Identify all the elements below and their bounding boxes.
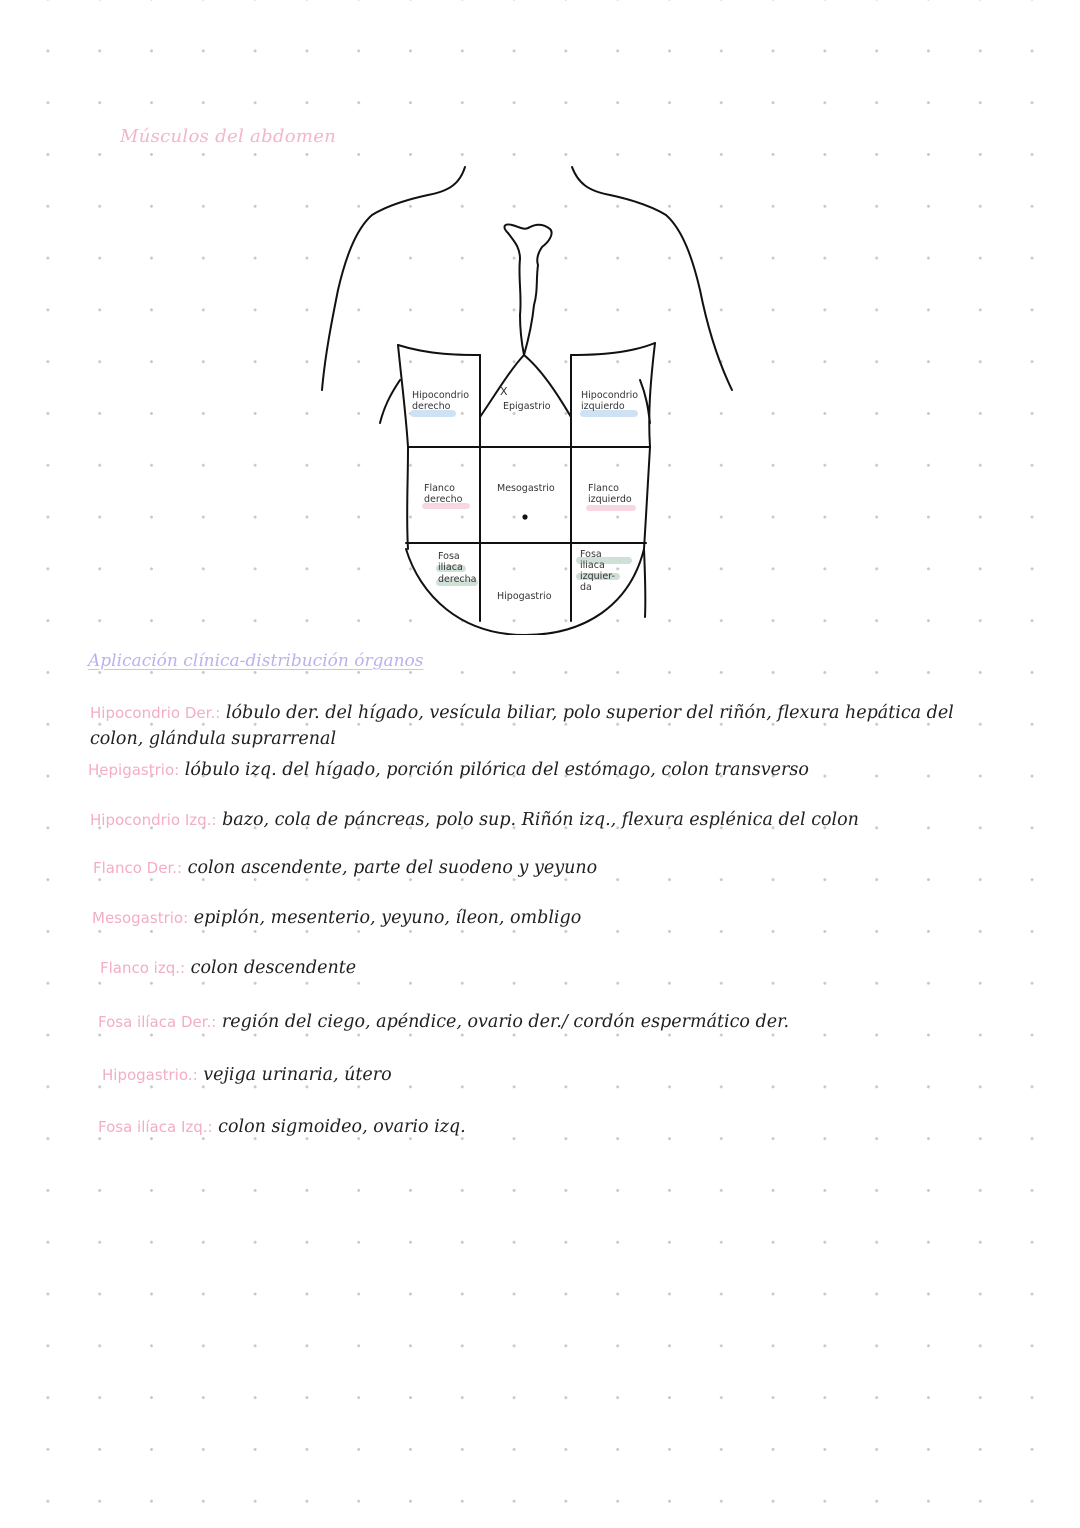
label-fosa-izq-2: iliaca [580, 560, 605, 571]
navel-dot [522, 514, 527, 519]
label-flanco-izq-2: izquierdo [588, 494, 632, 505]
entry-text: epiplón, mesenterio, yeyuno, íleon, ombligo [193, 908, 582, 928]
entry-epigastrio [88, 757, 809, 783]
label-flanco-der-2: derecho [424, 494, 463, 505]
entry-fosa-iliaca-der [98, 1009, 789, 1035]
entry-flanco-izq [100, 955, 356, 981]
label-fosa-der-1: Fosa [438, 551, 460, 562]
label-fosa-izq-1: Fosa [580, 549, 602, 560]
label-mesogastrio: Mesogastrio [497, 483, 555, 494]
label-epigastrio: Epigastrio [503, 401, 551, 412]
highlight-flanco-izq [586, 505, 636, 511]
label-fosa-der-2: iliaca [438, 562, 463, 573]
entry-text: colon ascendente, parte del suodeno y yeyuno [187, 858, 598, 878]
entry-label: Mesogastrio: [92, 909, 189, 927]
entry-mesogastrio [92, 905, 581, 931]
entry-label: Hipocondrio Izq.: [90, 811, 217, 829]
entry-label: Fosa ilíaca Izq.: [98, 1118, 213, 1136]
label-fosa-izq-4: da [580, 582, 592, 593]
entry-label: Flanco izq.: [100, 959, 186, 977]
entry-text-cont: colon, glándula suprarrenal [90, 729, 337, 749]
label-fosa-der-3: derecha [438, 574, 477, 585]
entry-fosa-iliaca-izq [98, 1114, 466, 1140]
abdomen-regions-diagram [310, 155, 750, 635]
label-flanco-izq-1: Flanco [588, 483, 619, 494]
label-hipocondrio-izq-2: izquierdo [581, 401, 625, 412]
label-hipogastrio: Hipogastrio [497, 591, 552, 602]
entry-text: lóbulo izq. del hígado, porción pilórica del estómago, colon transverso [184, 760, 809, 780]
label-hipocondrio-der-1: Hipocondrio [412, 390, 470, 401]
entry-text: vejiga urinaria, útero [203, 1065, 392, 1085]
entry-label: Hepigastrio: [88, 761, 180, 779]
entry-text: región del ciego, apéndice, ovario der./ cordón espermático der. [221, 1012, 790, 1032]
entry-text: bazo, cola de páncreas, polo sup. Riñón izq., flexura esplénica del colon [222, 810, 859, 830]
entry-text: lóbulo der. del hígado, vesícula biliar, polo superior del riñón, flexura hepática del [225, 703, 954, 723]
label-hipocondrio-der-2: derecho [412, 401, 451, 412]
entry-label: Hipocondrio Der.: [90, 704, 221, 722]
entry-hipogastrio [102, 1062, 392, 1088]
label-hipocondrio-izq-1: Hipocondrio [581, 390, 639, 401]
entry-hipocondrio-der [90, 700, 954, 752]
label-fosa-izq-3: izquier- [580, 571, 615, 582]
page-title: Músculos del abdomen [120, 126, 337, 147]
section-title: Aplicación clínica-distribución órganos [88, 651, 424, 671]
entry-label: Hipogastrio.: [102, 1066, 198, 1084]
label-flanco-der-1: Flanco [424, 483, 455, 494]
entry-text: colon descendente [190, 958, 357, 978]
entry-label: Fosa ilíaca Der.: [98, 1013, 217, 1031]
epigastrio-mark: X [500, 385, 508, 398]
entry-text: colon sigmoideo, ovario izq. [218, 1117, 466, 1137]
entry-hipocondrio-izq [90, 807, 859, 833]
entry-flanco-der [93, 855, 597, 881]
entry-label: Flanco Der.: [93, 859, 183, 877]
